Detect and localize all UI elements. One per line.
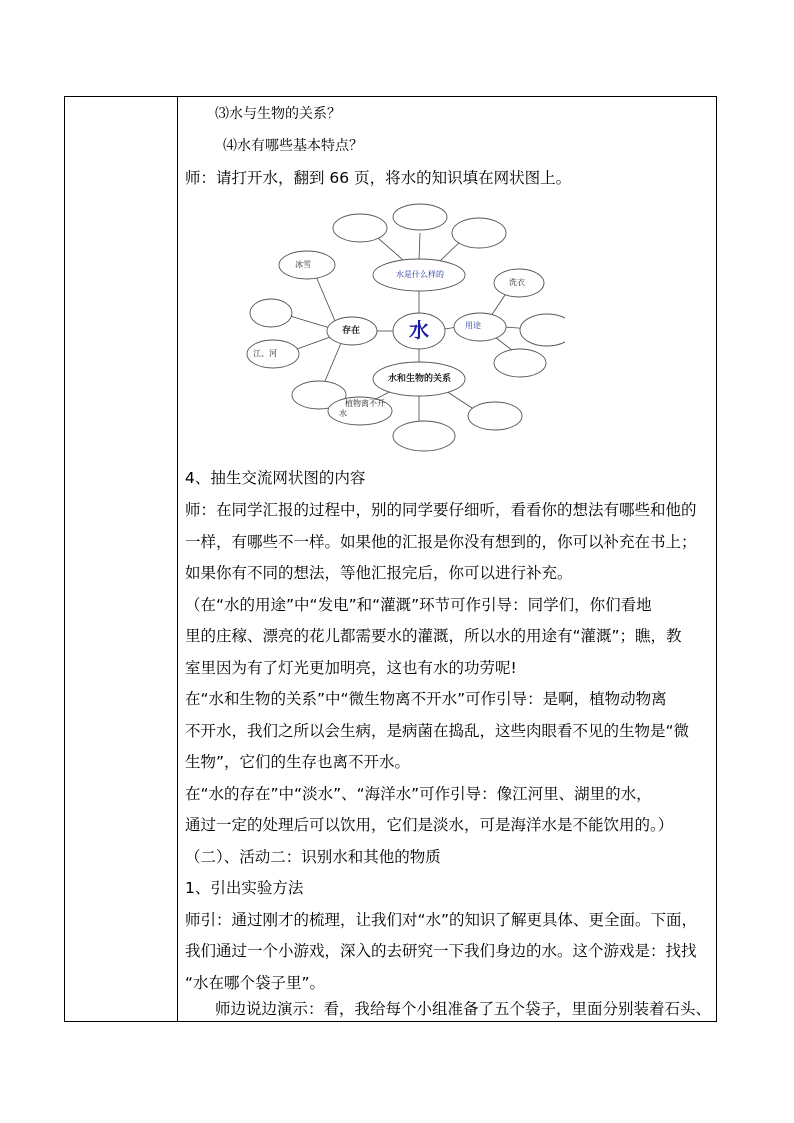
paragraph-3-line-2: 不开水，我们之所以会生病，是病菌在捣乱，这些肉眼看不见的生物是“微 [185,722,690,740]
leaf-label-plants-1: 植物离不开 [345,399,385,408]
lesson-table [64,96,717,1022]
paragraph-4-line-1: 在“水的存在”中“淡水”、“海洋水”可作引导：像江河里、湖里的水， [185,785,652,803]
water-web-diagram [225,203,565,463]
leaf-label-wash: 洗衣 [509,278,525,287]
hub-label-use: 用途 [465,321,481,330]
leaf-label-ice-snow: 冰雪 [295,260,311,269]
web-diagram-graphic [225,203,565,463]
hub-label-relation: 水和生物的关系 [388,374,452,384]
activity-2-heading: （二）、活动二：识别水和其他的物质 [185,848,441,866]
step-4-heading: 4、抽生交流网状图的内容 [185,469,366,487]
column-divider [177,97,178,1021]
paragraph-3-line-3: 生物”，它们的生存也离不开水。 [185,753,411,771]
paragraph-4-line-2: 通过一定的处理后可以饮用，它们是淡水，可是海洋水是不能饮用的。） [185,816,674,834]
question-4: ⑷水有哪些基本特点？ [223,138,363,154]
center-label-water: 水 [409,318,429,342]
question-3: ⑶水与生物的关系？ [215,106,341,122]
paragraph-1-line-2: 一样，有哪些不一样。如果他的汇报是你没有想到的，你可以补充在书上； [185,533,697,551]
paragraph-5-line-2: 我们通过一个小游戏，深入的去研究一下我们身边的水。这个游戏是：找找 [185,942,697,960]
paragraph-2-line-3: 室里因为有了灯光更加明亮，这也有水的功劳呢! [185,659,517,677]
paragraph-2-line-2: 里的庄稼、漂亮的花儿都需要水的灌溉，所以水的用途有“灌溉”；瞧，教 [185,627,682,645]
paragraph-6-line-1: 师边说边演示：看，我给每个小组准备了五个袋子，里面分别装着石头、 [215,1000,712,1018]
step-1-heading: 1、引出实验方法 [185,879,304,897]
paragraph-3-line-1: 在“水和生物的关系”中“微生物离不开水”可作引导：是啊，植物动物离 [185,690,667,708]
leaf-label-plants-2: 水 [339,409,347,418]
hub-label-exist: 存在 [342,326,361,336]
paragraph-2-line-1: （在“水的用途”中“发电”和“灌溉”环节可作引导：同学们，你们看地 [185,596,652,614]
paragraph-5-line-3: “水在哪个袋子里”。 [185,974,326,992]
hub-label-what-like: 水是什么样的 [396,270,444,279]
paragraph-1-line-3: 如果你有不同的想法，等他汇报完后，你可以进行补充。 [185,564,573,582]
leaf-label-river: 江、河 [253,349,277,358]
paragraph-5-line-1: 师引：通过刚才的梳理，让我们对“水”的知识了解更具体、更全面。下面， [185,911,698,929]
paragraph-1-line-1: 师：在同学汇报的过程中，别的同学要仔细听，看看你的想法有哪些和他的 [185,501,697,519]
teacher-instruction: 师：请打开水，翻到 66 页，将水的知识填在网状图上。 [185,169,572,187]
